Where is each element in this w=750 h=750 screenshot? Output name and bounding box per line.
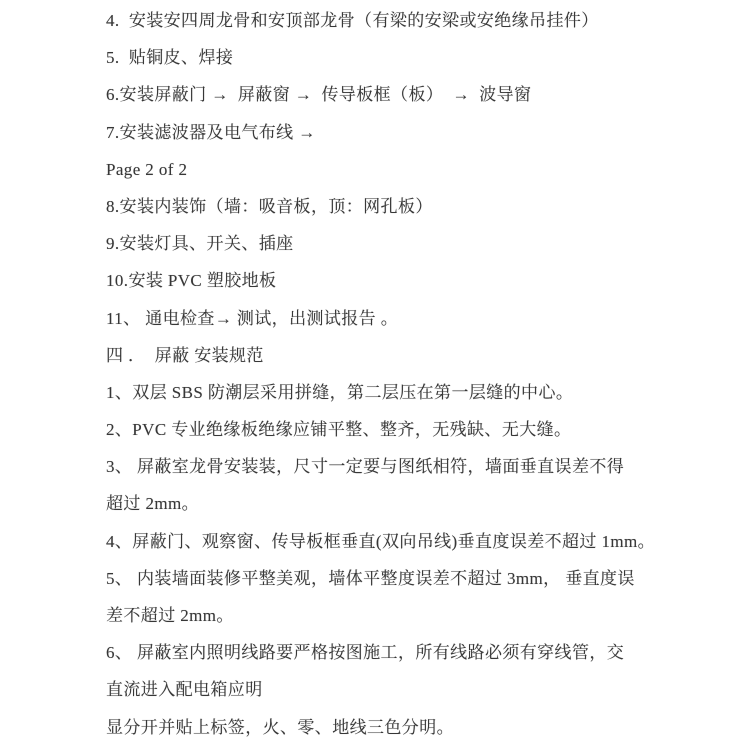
document-line-step4: 4. 安装安四周龙骨和安顶部龙骨（有梁的安梁或安绝缘吊挂件） [106,11,599,30]
document-line-rule5-cont: 差不超过 2mm。 [106,606,234,625]
document-line-rule3: 3、 屏蔽室龙骨安装装，尺寸一定要与图纸相符，墙面垂直误差不得 [106,457,625,477]
document-line-step6: 6.安装屏蔽门 → 屏蔽窗 → 传导板框（板） → 波导窗 [106,85,532,105]
document-line-rule6: 6、 屏蔽室内照明线路要严格按图施工，所有线路必须有穿线管，交 [106,643,625,663]
section-heading: 四 ． 屏蔽 安装规范 [106,345,264,365]
document-line-step9: 9.安装灯具、开关、插座 [106,234,294,254]
document-page [106,2,672,746]
document-line-rule6-cont1: 直流进入配电箱应明 [106,680,263,700]
document-line-step7: 7.安装滤波器及电气布线 → [106,122,316,142]
document-line-rule6-cont2: 显分开并贴上标签，火、零、地线三色分明。 [106,717,454,737]
page-indicator: Page 2 of 2 [106,159,188,179]
document-line-step5: 5. 贴铜皮、焊接 [106,48,234,68]
document-line-rule1: 1、双层 SBS 防潮层采用拼缝，第二层压在第一层缝的中心。 [106,382,574,402]
document-line-step11: 11、 通电检查→ 测试，出测试报告 。 [106,308,399,328]
document-line-step8: 8.安装内装饰（墙：吸音板，顶：网孔板） [106,196,433,216]
document-line-step10: 10.安装 PVC 塑胶地板 [106,271,277,291]
document-line-rule2: 2、PVC 专业绝缘板绝缘应铺平整、整齐，无残缺、无大缝。 [106,420,572,440]
document-line-rule4: 4、屏蔽门、观察窗、传导板框垂直(双向吊线)垂直度误差不超过 1mm。 [106,531,656,551]
document-line-rule5: 5、 内装墙面装修平整美观，墙体平整度误差不超过 3mm， 垂直度误 [106,568,635,588]
document-line-rule3-cont: 超过 2mm。 [106,494,199,514]
